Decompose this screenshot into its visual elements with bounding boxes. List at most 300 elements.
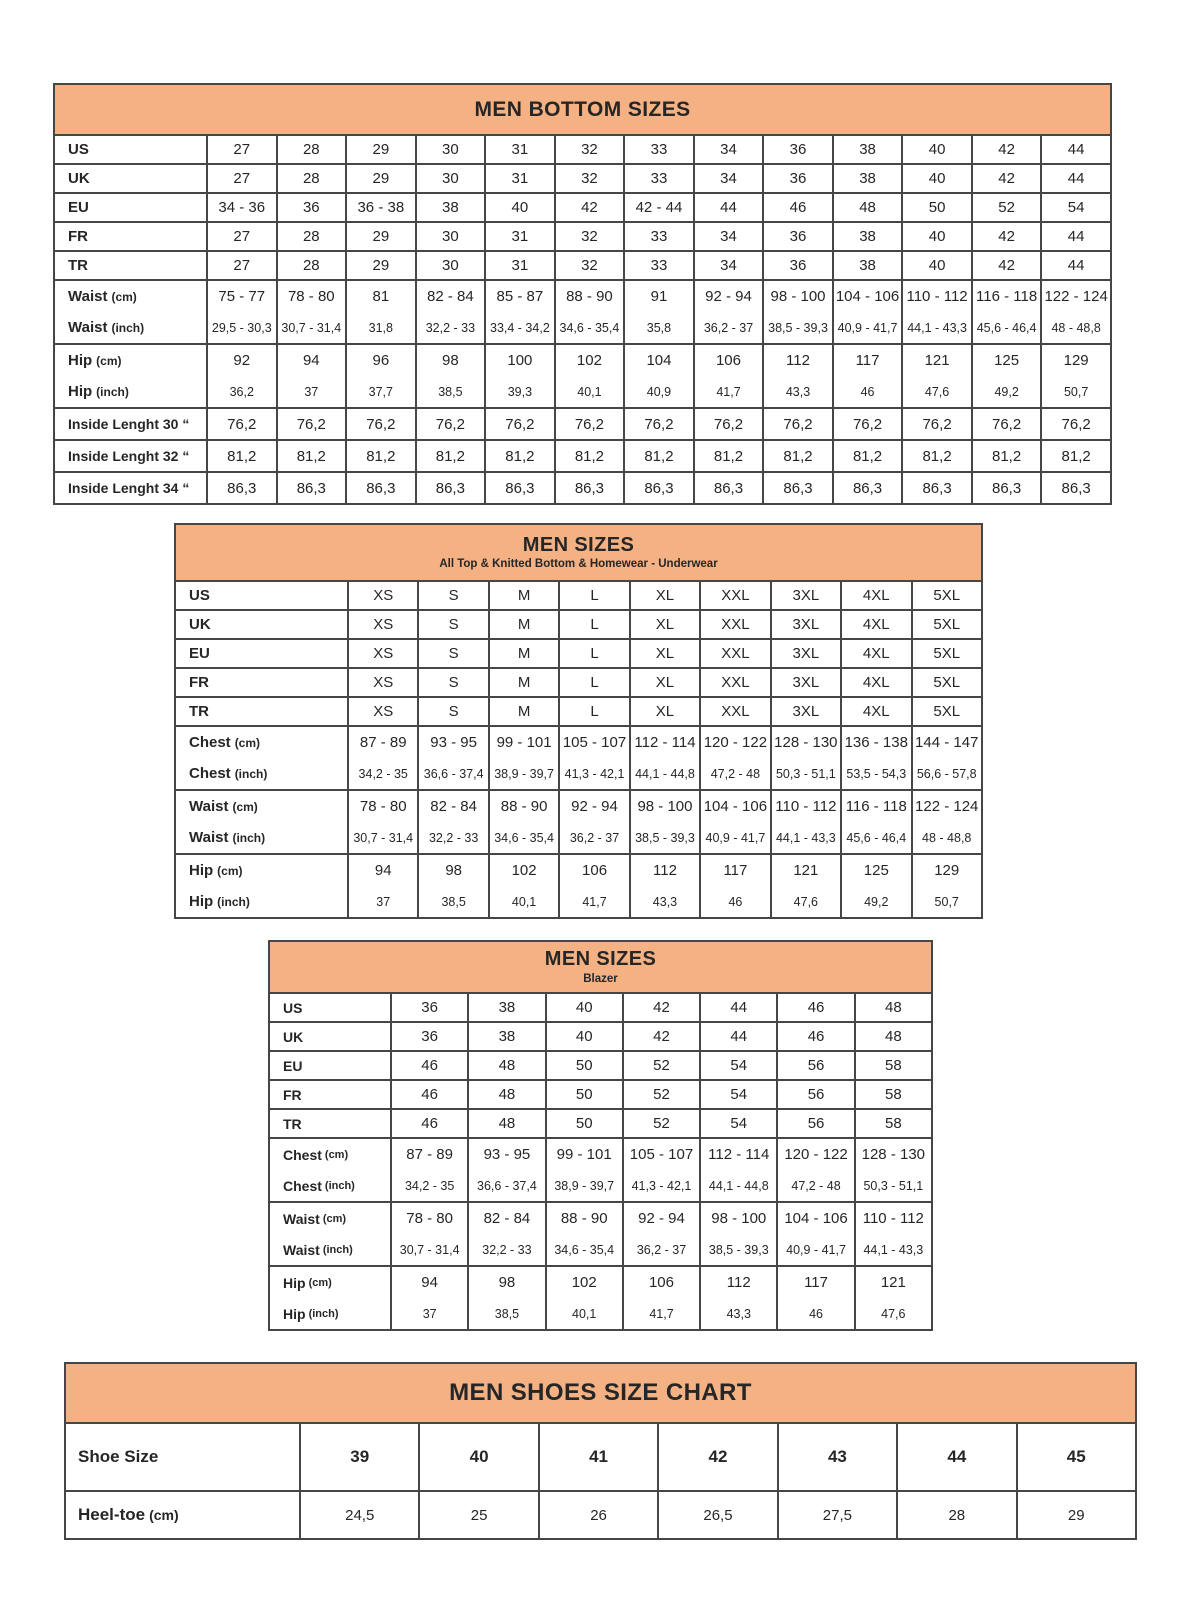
row-label: Waist [189, 798, 229, 815]
table-row [270, 1023, 931, 1050]
table-section [55, 192, 1110, 221]
size-cell: 104 - 106 [699, 791, 769, 822]
size-cell: 50,7 [911, 886, 981, 917]
size-cell: 46 [776, 1298, 853, 1329]
table-section [176, 580, 981, 609]
size-cell: 48 [467, 1110, 544, 1137]
size-cell: 5XL [911, 611, 981, 638]
row-label-cell [176, 758, 347, 789]
table-section [55, 407, 1110, 439]
size-cell: 34 [693, 165, 763, 192]
size-cell: 76,2 [693, 409, 763, 439]
table-section [66, 1490, 1135, 1538]
size-cell: 36 - 38 [345, 194, 415, 221]
size-cell: 46 [776, 994, 853, 1021]
size-cell: 43,3 [699, 1298, 776, 1329]
size-cell: 88 - 90 [488, 791, 558, 822]
size-cell: 81,2 [554, 441, 624, 471]
size-cell: 50,3 - 51,1 [854, 1170, 931, 1201]
size-cell: 3XL [770, 611, 840, 638]
table-row [55, 194, 1110, 221]
table-row [270, 994, 931, 1021]
table-row [270, 1081, 931, 1108]
row-label-cell [66, 1424, 299, 1490]
row-label-cell [176, 640, 347, 667]
size-cell: 76,2 [206, 409, 276, 439]
table-section [55, 279, 1110, 343]
size-cell: 117 [776, 1267, 853, 1298]
size-cell: 112 - 114 [699, 1139, 776, 1170]
size-cell: XL [629, 611, 699, 638]
size-cell: 39 [299, 1424, 418, 1490]
size-cell: 81,2 [1040, 441, 1110, 471]
size-cell: 44,1 - 44,8 [629, 758, 699, 789]
table-row [270, 1139, 931, 1170]
size-cell: 76,2 [901, 409, 971, 439]
size-cell: 36 [762, 223, 832, 250]
size-cell: 40 [901, 165, 971, 192]
size-cell: L [558, 640, 628, 667]
row-label: FR [189, 674, 209, 691]
size-cell: 116 - 118 [840, 791, 910, 822]
size-cell: 82 - 84 [467, 1203, 544, 1234]
size-cell: 44,1 - 43,3 [770, 822, 840, 853]
size-cell: M [488, 669, 558, 696]
size-cell: 104 [623, 345, 693, 376]
size-cell: 34,6 - 35,4 [488, 822, 558, 853]
table-row [176, 582, 981, 609]
size-cell: 48 [854, 1023, 931, 1050]
size-cell: 45,6 - 46,4 [971, 312, 1041, 343]
table-row [270, 1170, 931, 1201]
table-row [55, 223, 1110, 250]
size-cell: 28 [896, 1492, 1015, 1538]
size-cell: 76,2 [971, 409, 1041, 439]
size-cell: 86,3 [206, 473, 276, 503]
table-section [270, 1050, 931, 1079]
row-label-unit: (cm) [324, 1148, 349, 1161]
size-cell: L [558, 582, 628, 609]
table-row [176, 791, 981, 822]
size-cell: XXL [699, 698, 769, 725]
row-label: Chest [283, 1146, 322, 1163]
size-cell: 122 - 124 [1040, 281, 1110, 312]
size-cell: 125 [840, 855, 910, 886]
men-shoes-size-chart-table [64, 1362, 1137, 1540]
size-cell: 36 [762, 252, 832, 279]
size-cell: 38,5 - 39,3 [699, 1234, 776, 1265]
size-cell: 106 [693, 345, 763, 376]
table-row [66, 1424, 1135, 1490]
row-label-cell [55, 223, 206, 250]
table-row [176, 640, 981, 667]
size-cell: 50 [901, 194, 971, 221]
size-cell: 86,3 [415, 473, 485, 503]
table-header [66, 1364, 1135, 1422]
size-cell: 44 [896, 1424, 1015, 1490]
size-cell: 34 [693, 223, 763, 250]
row-label-unit: (cm) [322, 1212, 347, 1225]
size-cell: S [417, 611, 487, 638]
size-cell: 31,8 [345, 312, 415, 343]
size-cell: 86,3 [1040, 473, 1110, 503]
size-cell: 112 [762, 345, 832, 376]
table-row [176, 855, 981, 886]
size-cell: 52 [622, 1110, 699, 1137]
size-cell: 47,2 - 48 [776, 1170, 853, 1201]
size-cell: 40,9 [623, 376, 693, 407]
size-cell: 86,3 [484, 473, 554, 503]
size-cell: 41 [538, 1424, 657, 1490]
size-cell: 5XL [911, 640, 981, 667]
row-label-cell [176, 855, 347, 886]
size-cell: 110 - 112 [854, 1203, 931, 1234]
size-cell: 36,2 - 37 [622, 1234, 699, 1265]
size-cell: 48 - 48,8 [1040, 312, 1110, 343]
row-label-cell [176, 822, 347, 853]
size-cell: 96 [345, 345, 415, 376]
size-cell: S [417, 669, 487, 696]
row-label: Waist [283, 1241, 320, 1258]
size-cell: XL [629, 698, 699, 725]
size-cell: 98 [467, 1267, 544, 1298]
size-cell: 43,3 [762, 376, 832, 407]
size-cell: 44 [693, 194, 763, 221]
size-cell: 98 - 100 [762, 281, 832, 312]
table-title: MEN SIZES [522, 533, 635, 556]
table-section [176, 853, 981, 917]
size-cell: 28 [276, 223, 346, 250]
size-cell: 86,3 [345, 473, 415, 503]
table-row [270, 1203, 931, 1234]
size-cell: 33,4 - 34,2 [484, 312, 554, 343]
row-label-cell [270, 1052, 390, 1079]
size-cell: 120 - 122 [699, 727, 769, 758]
size-cell: 34,2 - 35 [347, 758, 417, 789]
table-row [55, 281, 1110, 312]
size-cell: 86,3 [971, 473, 1041, 503]
size-cell: 104 - 106 [776, 1203, 853, 1234]
row-label-cell [55, 376, 206, 407]
size-cell: XS [347, 611, 417, 638]
size-cell: 44 [1040, 136, 1110, 163]
table-section [176, 725, 981, 789]
row-label-cell [270, 1081, 390, 1108]
row-label: Hip [189, 862, 214, 879]
table-row [55, 136, 1110, 163]
size-cell: 76,2 [415, 409, 485, 439]
table-header [176, 525, 981, 580]
size-cell: 43,3 [629, 886, 699, 917]
size-cell: 32,2 - 33 [467, 1234, 544, 1265]
size-cell: 99 - 101 [488, 727, 558, 758]
size-cell: 128 - 130 [854, 1139, 931, 1170]
table-section [176, 696, 981, 725]
size-cell: 46 [390, 1081, 467, 1108]
table-section [55, 471, 1110, 503]
size-cell: 44,1 - 43,3 [854, 1234, 931, 1265]
row-label: FR [68, 228, 88, 245]
men-sizes-top-table [174, 523, 983, 919]
size-cell: 92 - 94 [693, 281, 763, 312]
row-label-unit: (cm) [149, 1507, 179, 1523]
size-cell: 42 - 44 [623, 194, 693, 221]
size-cell: 31 [484, 165, 554, 192]
size-cell: 33 [623, 223, 693, 250]
size-cell: 112 [699, 1267, 776, 1298]
size-cell: 48 [467, 1081, 544, 1108]
size-cell: 76,2 [832, 409, 902, 439]
table-row [55, 473, 1110, 503]
size-cell: 36,6 - 37,4 [417, 758, 487, 789]
size-cell: 32 [554, 136, 624, 163]
size-cell: 30 [415, 252, 485, 279]
size-cell: 102 [545, 1267, 622, 1298]
size-cell: 44,1 - 43,3 [901, 312, 971, 343]
table-title: MEN SIZES [544, 948, 657, 971]
size-cell: 42 [971, 223, 1041, 250]
row-label: Inside Lenght 34 “ [68, 480, 190, 496]
size-cell: 81,2 [345, 441, 415, 471]
size-cell: 117 [832, 345, 902, 376]
row-label: Hip [283, 1305, 306, 1322]
size-cell: 3XL [770, 640, 840, 667]
size-cell: 42 [622, 1023, 699, 1050]
size-cell: 94 [276, 345, 346, 376]
size-cell: 47,2 - 48 [699, 758, 769, 789]
size-cell: 121 [901, 345, 971, 376]
row-label-cell [176, 791, 347, 822]
table-row [176, 669, 981, 696]
size-cell: 40,9 - 41,7 [699, 822, 769, 853]
size-cell: XL [629, 669, 699, 696]
size-cell: 44 [1040, 252, 1110, 279]
size-cell: 40 [901, 223, 971, 250]
size-cell: 129 [911, 855, 981, 886]
row-label-cell [55, 409, 206, 439]
size-cell: 38,5 - 39,3 [762, 312, 832, 343]
size-cell: 36,2 - 37 [558, 822, 628, 853]
row-label-cell [55, 281, 206, 312]
size-cell: 36,2 [206, 376, 276, 407]
row-label-unit: (inch) [96, 384, 129, 399]
size-cell: XXL [699, 669, 769, 696]
size-cell: 48 [832, 194, 902, 221]
size-cell: 26 [538, 1492, 657, 1538]
size-cell: 30 [415, 165, 485, 192]
size-cell: 56,6 - 57,8 [911, 758, 981, 789]
size-cell: 88 - 90 [545, 1203, 622, 1234]
size-cell: 38 [832, 165, 902, 192]
table-section [176, 638, 981, 667]
row-label-unit: (inch) [232, 830, 266, 845]
size-cell: 42 [657, 1424, 776, 1490]
table-section [270, 1108, 931, 1137]
size-cell: 44 [1040, 165, 1110, 192]
size-cell: 46 [699, 886, 769, 917]
size-cell: 3XL [770, 698, 840, 725]
size-cell: 87 - 89 [347, 727, 417, 758]
size-cell: M [488, 611, 558, 638]
size-cell: 81,2 [276, 441, 346, 471]
size-cell: 42 [971, 252, 1041, 279]
size-cell: 38 [467, 1023, 544, 1050]
size-cell: 81 [345, 281, 415, 312]
row-label-cell [270, 1234, 390, 1265]
size-cell: 45 [1016, 1424, 1135, 1490]
size-cell: 82 - 84 [417, 791, 487, 822]
size-cell: 41,3 - 42,1 [622, 1170, 699, 1201]
row-label-unit: (inch) [217, 894, 250, 909]
size-cell: 42 [554, 194, 624, 221]
size-cell: XL [629, 640, 699, 667]
size-cell: 50,3 - 51,1 [770, 758, 840, 789]
size-cell: 29 [1016, 1492, 1135, 1538]
size-cell: M [488, 640, 558, 667]
row-label: TR [68, 257, 88, 274]
size-cell: 78 - 80 [276, 281, 346, 312]
size-cell: 48 - 48,8 [911, 822, 981, 853]
table-row [176, 698, 981, 725]
size-cell: 33 [623, 252, 693, 279]
size-cell: 40 [418, 1424, 537, 1490]
row-label: UK [189, 616, 211, 633]
row-label: Chest [283, 1177, 322, 1194]
size-cell: 81,2 [623, 441, 693, 471]
size-cell: 58 [854, 1110, 931, 1137]
size-cell: 81,2 [693, 441, 763, 471]
size-cell: 5XL [911, 582, 981, 609]
size-cell: 40 [901, 252, 971, 279]
size-cell: 52 [971, 194, 1041, 221]
size-cell: 81,2 [762, 441, 832, 471]
size-cell: 41,7 [558, 886, 628, 917]
size-cell: 27,5 [777, 1492, 896, 1538]
size-cell: 92 - 94 [622, 1203, 699, 1234]
row-label: Waist [189, 829, 229, 846]
size-cell: 76,2 [1040, 409, 1110, 439]
row-label: UK [68, 170, 90, 187]
size-cell: XS [347, 669, 417, 696]
table-row [270, 1052, 931, 1079]
size-cell: 102 [554, 345, 624, 376]
table-row [55, 312, 1110, 343]
size-cell: 98 - 100 [629, 791, 699, 822]
size-cell: 47,6 [854, 1298, 931, 1329]
size-cell: 45,6 - 46,4 [840, 822, 910, 853]
size-cell: 37,7 [345, 376, 415, 407]
size-cell: 76,2 [276, 409, 346, 439]
size-cell: 34,6 - 35,4 [545, 1234, 622, 1265]
size-cell: 27 [206, 252, 276, 279]
size-cell: 46 [390, 1052, 467, 1079]
size-cell: 37 [347, 886, 417, 917]
row-label-unit: (inch) [308, 1307, 339, 1320]
size-cell: 41,7 [693, 376, 763, 407]
size-cell: 40,9 - 41,7 [832, 312, 902, 343]
size-cell: 30 [415, 223, 485, 250]
size-cell: XL [629, 582, 699, 609]
size-cell: 3XL [770, 669, 840, 696]
size-cell: 86,3 [623, 473, 693, 503]
table-row [176, 727, 981, 758]
size-cell: 47,6 [901, 376, 971, 407]
row-label-cell [55, 136, 206, 163]
row-label: EU [189, 645, 210, 662]
size-cell: 29 [345, 136, 415, 163]
size-cell: 52 [622, 1081, 699, 1108]
size-cell: L [558, 698, 628, 725]
row-label-cell [270, 1170, 390, 1201]
size-cell: 56 [776, 1081, 853, 1108]
table-section [270, 1079, 931, 1108]
size-cell: XXL [699, 611, 769, 638]
size-cell: 87 - 89 [390, 1139, 467, 1170]
table-section [55, 163, 1110, 192]
size-cell: 4XL [840, 640, 910, 667]
size-cell: 42 [971, 165, 1041, 192]
size-cell: 81,2 [901, 441, 971, 471]
size-cell: 93 - 95 [417, 727, 487, 758]
row-label-unit: (cm) [111, 289, 137, 304]
size-cell: 81,2 [415, 441, 485, 471]
size-cell: XXL [699, 640, 769, 667]
size-cell: 31 [484, 223, 554, 250]
size-cell: 29 [345, 252, 415, 279]
size-cell: 76,2 [762, 409, 832, 439]
size-cell: 36,6 - 37,4 [467, 1170, 544, 1201]
size-cell: 93 - 95 [467, 1139, 544, 1170]
size-cell: 3XL [770, 582, 840, 609]
size-cell: 52 [622, 1052, 699, 1079]
row-label-cell [66, 1492, 299, 1538]
size-cell: 40,9 - 41,7 [776, 1234, 853, 1265]
size-cell: 30,7 - 31,4 [276, 312, 346, 343]
row-label-cell [55, 165, 206, 192]
size-cell: 31 [484, 136, 554, 163]
size-cell: 92 - 94 [558, 791, 628, 822]
size-cell: 36 [390, 1023, 467, 1050]
row-label-cell [176, 698, 347, 725]
size-cell: 49,2 [840, 886, 910, 917]
table-row [270, 1234, 931, 1265]
row-label-unit: (cm) [234, 735, 261, 750]
size-cell: 98 - 100 [699, 1203, 776, 1234]
table-section [270, 1265, 931, 1329]
row-label-cell [270, 1203, 390, 1234]
row-label-unit: (inch) [111, 320, 145, 335]
size-cell: 34 [693, 136, 763, 163]
size-cell: 36 [762, 136, 832, 163]
size-cell: 54 [699, 1110, 776, 1137]
row-label-cell [270, 1023, 390, 1050]
row-label: US [189, 587, 210, 604]
size-cell: 92 [206, 345, 276, 376]
size-cell: 98 [417, 855, 487, 886]
size-cell: 30,7 - 31,4 [390, 1234, 467, 1265]
size-cell: 48 [467, 1052, 544, 1079]
size-cell: 32,2 - 33 [415, 312, 485, 343]
row-label: EU [283, 1057, 303, 1074]
row-label-cell [55, 194, 206, 221]
size-cell: 38,9 - 39,7 [545, 1170, 622, 1201]
size-cell: 40 [484, 194, 554, 221]
size-cell: 85 - 87 [484, 281, 554, 312]
size-cell: 30 [415, 136, 485, 163]
size-cell: S [417, 698, 487, 725]
size-cell: 33 [623, 165, 693, 192]
table-row [270, 1110, 931, 1137]
